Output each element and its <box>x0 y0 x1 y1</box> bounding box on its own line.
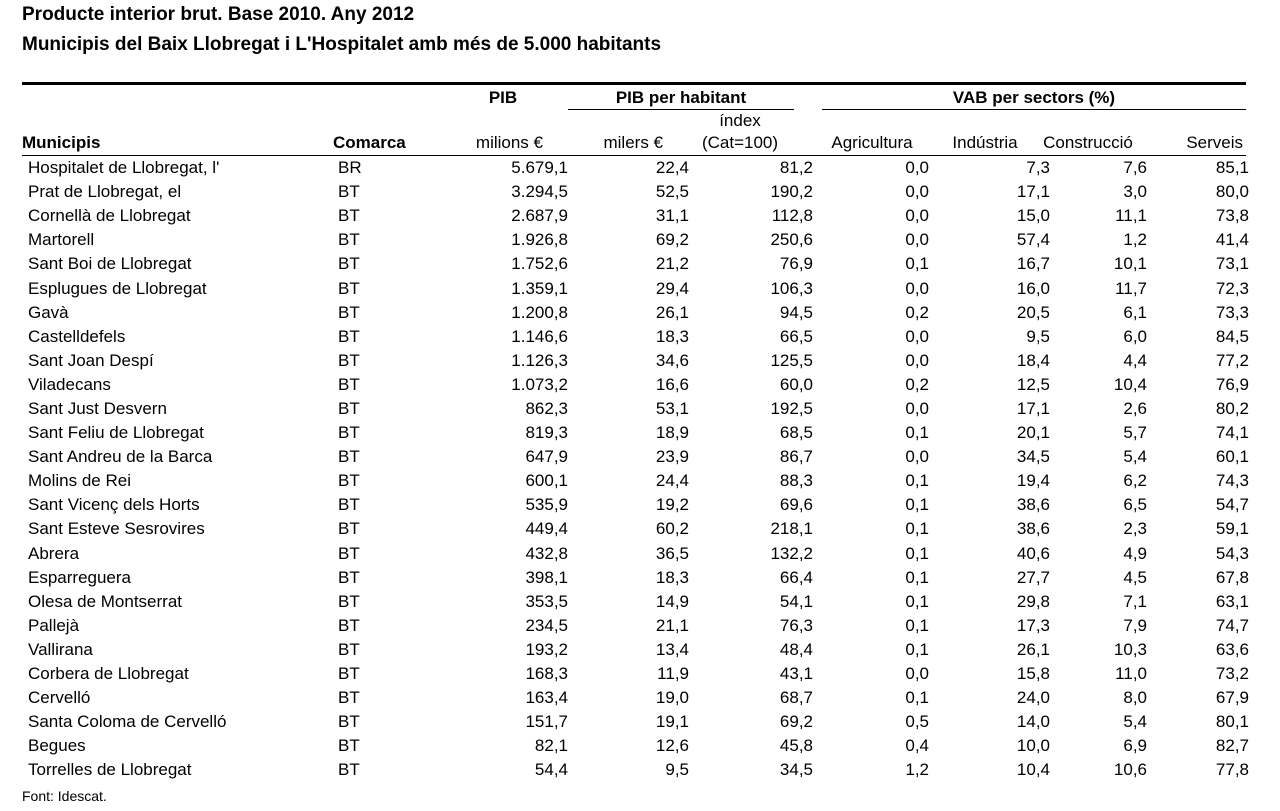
cell-pib: 819,3 <box>525 423 568 443</box>
cell-construccio: 10,6 <box>1113 760 1147 780</box>
cell-index: 54,1 <box>779 591 813 611</box>
cell-comarca: BT <box>338 254 360 274</box>
cell-index: 68,5 <box>779 423 813 443</box>
cell-comarca: BR <box>338 158 362 178</box>
cell-index: 192,5 <box>770 398 813 418</box>
cell-agricultura: 0,2 <box>905 302 929 322</box>
cell-pib: 1.146,6 <box>511 326 568 346</box>
cell-agricultura: 0,0 <box>905 278 929 298</box>
cell-comarca: BT <box>338 206 360 226</box>
cell-pib: 600,1 <box>525 471 568 491</box>
cell-agricultura: 0,1 <box>905 471 929 491</box>
cell-comarca: BT <box>338 639 360 659</box>
cell-index: 86,7 <box>779 447 813 467</box>
cell-pib-habitant: 11,9 <box>657 664 689 684</box>
cell-pib: 234,5 <box>525 615 568 635</box>
cell-municipi: Viladecans <box>28 374 111 394</box>
cell-agricultura: 0,1 <box>905 688 929 708</box>
cell-construccio: 11,0 <box>1115 664 1147 684</box>
cell-industria: 10,0 <box>1016 736 1050 756</box>
table-row <box>22 373 1249 397</box>
cell-comarca: BT <box>338 495 360 515</box>
cell-agricultura: 0,4 <box>905 736 929 756</box>
cell-construccio: 7,1 <box>1123 591 1147 611</box>
table-row <box>22 493 1249 517</box>
cell-construccio: 6,2 <box>1123 471 1147 491</box>
cell-industria: 29,8 <box>1016 591 1050 611</box>
cell-industria: 19,4 <box>1016 471 1050 491</box>
cell-industria: 16,0 <box>1016 278 1050 298</box>
cell-pib-habitant: 19,1 <box>655 712 689 732</box>
table-row <box>22 566 1249 590</box>
cell-industria: 26,1 <box>1016 639 1050 659</box>
cell-serveis: 67,8 <box>1215 567 1249 587</box>
cell-construccio: 10,1 <box>1113 254 1147 274</box>
table-row <box>22 325 1249 349</box>
cell-construccio: 5,7 <box>1123 423 1147 443</box>
cell-construccio: 6,9 <box>1123 736 1147 756</box>
vab-underline <box>822 109 1246 110</box>
table-row <box>22 421 1249 445</box>
cell-comarca: BT <box>338 230 360 250</box>
cell-index: 250,6 <box>770 230 813 250</box>
cell-agricultura: 0,0 <box>905 230 929 250</box>
table-row <box>22 614 1249 638</box>
cell-pib-habitant: 23,9 <box>655 447 689 467</box>
cell-index: 69,6 <box>779 495 813 515</box>
cell-pib: 647,9 <box>525 447 568 467</box>
table-row <box>22 710 1249 734</box>
cell-pib-habitant: 60,2 <box>655 519 689 539</box>
header-pib-unit: milions € <box>475 133 543 152</box>
cell-serveis: 74,3 <box>1215 471 1249 491</box>
cell-pib-habitant: 12,6 <box>655 736 689 756</box>
cell-serveis: 77,2 <box>1215 350 1249 370</box>
cell-serveis: 67,9 <box>1215 688 1249 708</box>
table-row <box>22 445 1249 469</box>
cell-agricultura: 1,2 <box>905 760 929 780</box>
cell-index: 106,3 <box>770 278 813 298</box>
cell-pib: 163,4 <box>525 688 568 708</box>
cell-municipi: Esplugues de Llobregat <box>28 278 207 298</box>
cell-agricultura: 0,1 <box>905 567 929 587</box>
cell-pib: 1.126,3 <box>511 350 568 370</box>
cell-pib: 353,5 <box>525 591 568 611</box>
cell-comarca: BT <box>338 182 360 202</box>
header-vab-group: VAB per sectors (%) <box>952 88 1116 107</box>
cell-index: 45,8 <box>779 736 813 756</box>
header-pib-group: PIB <box>488 88 518 107</box>
cell-pib-habitant: 13,4 <box>655 639 689 659</box>
cell-municipi: Corbera de Llobregat <box>28 664 189 684</box>
cell-pib: 1.073,2 <box>511 374 568 394</box>
table-row <box>22 276 1249 300</box>
cell-pib: 398,1 <box>525 567 568 587</box>
cell-construccio: 4,4 <box>1123 350 1147 370</box>
cell-index: 88,3 <box>779 471 813 491</box>
cell-serveis: 72,3 <box>1215 278 1249 298</box>
cell-comarca: BT <box>338 302 360 322</box>
table-row <box>22 349 1249 373</box>
cell-industria: 17,3 <box>1016 615 1050 635</box>
cell-pib: 193,2 <box>525 639 568 659</box>
cell-pib-habitant: 21,1 <box>655 615 689 635</box>
cell-industria: 16,7 <box>1016 254 1050 274</box>
cell-pib: 535,9 <box>525 495 568 515</box>
cell-municipi: Sant Boi de Llobregat <box>28 254 192 274</box>
cell-construccio: 4,5 <box>1123 567 1147 587</box>
table-body <box>22 156 1249 782</box>
cell-index: 81,2 <box>779 158 813 178</box>
cell-comarca: BT <box>338 567 360 587</box>
cell-construccio: 5,4 <box>1123 447 1147 467</box>
cell-agricultura: 0,0 <box>905 664 929 684</box>
header-index-line1: índex <box>719 111 761 130</box>
cell-comarca: BT <box>338 350 360 370</box>
cell-pib: 1.926,8 <box>511 230 568 250</box>
cell-pib: 151,7 <box>525 712 568 732</box>
table-row <box>22 252 1249 276</box>
table-row <box>22 180 1249 204</box>
cell-industria: 38,6 <box>1016 519 1050 539</box>
cell-pib: 862,3 <box>525 398 568 418</box>
cell-pib-habitant: 53,1 <box>655 398 689 418</box>
cell-serveis: 84,5 <box>1215 326 1249 346</box>
cell-serveis: 80,2 <box>1215 398 1249 418</box>
cell-construccio: 6,5 <box>1123 495 1147 515</box>
cell-pib-habitant: 18,3 <box>655 567 689 587</box>
cell-comarca: BT <box>338 398 360 418</box>
cell-serveis: 63,1 <box>1215 591 1249 611</box>
table-row <box>22 517 1249 541</box>
table-row <box>22 469 1249 493</box>
cell-municipi: Hospitalet de Llobregat, l' <box>28 158 220 178</box>
cell-municipi: Sant Joan Despí <box>28 350 154 370</box>
cell-construccio: 4,9 <box>1123 543 1147 563</box>
cell-construccio: 5,4 <box>1123 712 1147 732</box>
cell-agricultura: 0,0 <box>905 326 929 346</box>
cell-municipi: Prat de Llobregat, el <box>28 182 182 202</box>
cell-agricultura: 0,1 <box>905 519 929 539</box>
cell-pib: 1.359,1 <box>511 278 568 298</box>
header-agricultura: Agricultura <box>831 133 913 152</box>
cell-municipi: Pallejà <box>28 615 80 635</box>
cell-comarca: BT <box>338 591 360 611</box>
cell-serveis: 77,8 <box>1215 760 1249 780</box>
cell-serveis: 73,1 <box>1215 254 1249 274</box>
cell-municipi: Torrelles de Llobregat <box>28 760 192 780</box>
cell-municipi: Esparreguera <box>28 567 132 587</box>
cell-pib: 3.294,5 <box>511 182 568 202</box>
cell-construccio: 7,6 <box>1123 158 1147 178</box>
cell-serveis: 60,1 <box>1215 447 1249 467</box>
cell-municipi: Abrera <box>28 543 80 563</box>
pib-habitant-underline <box>568 109 794 110</box>
cell-serveis: 59,1 <box>1215 519 1249 539</box>
cell-comarca: BT <box>338 615 360 635</box>
cell-municipi: Sant Feliu de Llobregat <box>28 423 204 443</box>
table-row <box>22 638 1249 662</box>
top-rule <box>22 82 1246 85</box>
header-industria: Indústria <box>952 133 1018 152</box>
cell-construccio: 10,3 <box>1113 639 1147 659</box>
cell-index: 94,5 <box>779 302 813 322</box>
cell-index: 66,5 <box>779 326 813 346</box>
page-subtitle: Municipis del Baix Llobregat i L'Hospitalet amb més de 5.000 habitants <box>22 34 662 55</box>
cell-industria: 40,6 <box>1016 543 1050 563</box>
cell-industria: 57,4 <box>1016 230 1050 250</box>
table-row <box>22 228 1249 252</box>
cell-industria: 38,6 <box>1016 495 1050 515</box>
cell-construccio: 6,0 <box>1123 326 1147 346</box>
cell-industria: 14,0 <box>1016 712 1050 732</box>
header-pib-habitant-unit: milers € <box>603 133 663 152</box>
cell-industria: 20,5 <box>1016 302 1050 322</box>
cell-agricultura: 0,0 <box>905 398 929 418</box>
cell-agricultura: 0,0 <box>905 182 929 202</box>
table-row <box>22 542 1249 566</box>
page-title: Producte interior brut. Base 2010. Any 2012 <box>22 4 415 25</box>
cell-municipi: Castelldefels <box>28 326 126 346</box>
cell-comarca: BT <box>338 326 360 346</box>
table-row <box>22 301 1249 325</box>
cell-index: 125,5 <box>770 350 813 370</box>
cell-serveis: 73,2 <box>1215 664 1249 684</box>
cell-index: 190,2 <box>770 182 813 202</box>
cell-municipi: Cervelló <box>28 688 91 708</box>
cell-pib: 2.687,9 <box>511 206 568 226</box>
cell-industria: 24,0 <box>1016 688 1050 708</box>
cell-agricultura: 0,1 <box>905 543 929 563</box>
cell-construccio: 7,9 <box>1123 615 1147 635</box>
cell-municipi: Sant Vicenç dels Horts <box>28 495 200 515</box>
cell-index: 34,5 <box>779 760 813 780</box>
cell-agricultura: 0,0 <box>905 350 929 370</box>
cell-index: 43,1 <box>779 664 813 684</box>
cell-serveis: 63,6 <box>1215 639 1249 659</box>
cell-pib: 1.200,8 <box>511 302 568 322</box>
table-row <box>22 662 1249 686</box>
cell-pib-habitant: 52,5 <box>655 182 689 202</box>
cell-comarca: BT <box>338 447 360 467</box>
cell-agricultura: 0,0 <box>905 158 929 178</box>
cell-serveis: 80,1 <box>1215 712 1249 732</box>
cell-comarca: BT <box>338 278 360 298</box>
cell-agricultura: 0,1 <box>905 423 929 443</box>
cell-index: 132,2 <box>770 543 813 563</box>
cell-serveis: 80,0 <box>1215 182 1249 202</box>
cell-index: 60,0 <box>779 374 813 394</box>
cell-pib-habitant: 16,6 <box>655 374 689 394</box>
table-row <box>22 734 1249 758</box>
table-row <box>22 686 1249 710</box>
cell-municipi: Martorell <box>28 230 95 250</box>
cell-construccio: 8,0 <box>1123 688 1147 708</box>
cell-pib-habitant: 19,2 <box>655 495 689 515</box>
cell-comarca: BT <box>338 712 360 732</box>
cell-serveis: 73,8 <box>1215 206 1249 226</box>
cell-serveis: 74,7 <box>1215 615 1249 635</box>
cell-agricultura: 0,1 <box>905 495 929 515</box>
cell-industria: 10,4 <box>1016 760 1050 780</box>
cell-serveis: 74,1 <box>1215 423 1249 443</box>
cell-industria: 12,5 <box>1016 374 1050 394</box>
cell-comarca: BT <box>338 543 360 563</box>
cell-industria: 20,1 <box>1016 423 1050 443</box>
cell-index: 69,2 <box>779 712 813 732</box>
cell-comarca: BT <box>338 471 360 491</box>
cell-serveis: 76,9 <box>1215 374 1249 394</box>
cell-municipi: Sant Esteve Sesrovires <box>28 519 205 539</box>
cell-comarca: BT <box>338 374 360 394</box>
cell-pib: 168,3 <box>525 664 568 684</box>
cell-serveis: 54,7 <box>1215 495 1249 515</box>
cell-municipi: Molins de Rei <box>28 471 131 491</box>
table-row <box>22 156 1249 180</box>
table-row <box>22 590 1249 614</box>
cell-construccio: 1,2 <box>1123 230 1147 250</box>
cell-municipi: Vallirana <box>28 639 93 659</box>
source-footer: Font: Idescat. <box>22 788 107 804</box>
cell-pib-habitant: 29,4 <box>655 278 689 298</box>
table-row <box>22 397 1249 421</box>
cell-industria: 15,8 <box>1016 664 1050 684</box>
cell-pib-habitant: 69,2 <box>655 230 689 250</box>
header-comarca: Comarca <box>333 133 406 152</box>
cell-municipi: Santa Coloma de Cervelló <box>28 712 227 732</box>
cell-comarca: BT <box>338 423 360 443</box>
cell-pib: 5.679,1 <box>511 158 568 178</box>
cell-pib: 1.752,6 <box>511 254 568 274</box>
cell-pib-habitant: 26,1 <box>655 302 689 322</box>
header-construccio: Construcció <box>1043 133 1133 152</box>
cell-municipi: Gavà <box>28 302 69 322</box>
cell-index: 218,1 <box>770 519 813 539</box>
cell-comarca: BT <box>338 519 360 539</box>
cell-index: 112,8 <box>771 206 813 226</box>
cell-comarca: BT <box>338 736 360 756</box>
cell-industria: 34,5 <box>1016 447 1050 467</box>
cell-municipi: Sant Just Desvern <box>28 398 167 418</box>
cell-pib: 54,4 <box>534 760 568 780</box>
cell-agricultura: 0,1 <box>905 254 929 274</box>
cell-comarca: BT <box>338 664 360 684</box>
cell-index: 48,4 <box>779 639 813 659</box>
cell-pib-habitant: 34,6 <box>655 350 689 370</box>
cell-pib-habitant: 14,9 <box>655 591 689 611</box>
cell-agricultura: 0,1 <box>905 615 929 635</box>
cell-construccio: 2,6 <box>1123 398 1147 418</box>
cell-serveis: 82,7 <box>1215 736 1249 756</box>
cell-pib: 432,8 <box>525 543 568 563</box>
cell-index: 76,3 <box>779 615 813 635</box>
cell-agricultura: 0,2 <box>905 374 929 394</box>
cell-construccio: 11,1 <box>1115 206 1147 226</box>
cell-municipi: Sant Andreu de la Barca <box>28 447 213 467</box>
cell-industria: 17,1 <box>1016 182 1050 202</box>
cell-construccio: 11,7 <box>1115 278 1147 298</box>
header-serveis: Serveis <box>1186 133 1243 152</box>
cell-pib-habitant: 31,1 <box>655 206 689 226</box>
cell-pib: 449,4 <box>525 519 568 539</box>
cell-index: 76,9 <box>779 254 813 274</box>
cell-industria: 27,7 <box>1016 567 1050 587</box>
header-index-line2: (Cat=100) <box>701 133 779 152</box>
cell-comarca: BT <box>338 688 360 708</box>
cell-pib-habitant: 9,5 <box>665 760 689 780</box>
cell-comarca: BT <box>338 760 360 780</box>
cell-pib-habitant: 24,4 <box>655 471 689 491</box>
cell-agricultura: 0,5 <box>905 712 929 732</box>
cell-construccio: 6,1 <box>1123 302 1147 322</box>
cell-construccio: 10,4 <box>1113 374 1147 394</box>
cell-pib-habitant: 21,2 <box>655 254 689 274</box>
table-row <box>22 758 1249 782</box>
cell-municipi: Begues <box>28 736 86 756</box>
cell-index: 68,7 <box>779 688 813 708</box>
cell-municipi: Cornellà de Llobregat <box>28 206 191 226</box>
cell-pib-habitant: 18,9 <box>655 423 689 443</box>
cell-industria: 17,1 <box>1016 398 1050 418</box>
cell-serveis: 85,1 <box>1215 158 1249 178</box>
cell-pib-habitant: 18,3 <box>655 326 689 346</box>
header-municipis: Municipis <box>22 133 101 152</box>
header-pib-habitant-group: PIB per habitant <box>615 88 747 107</box>
cell-pib-habitant: 36,5 <box>655 543 689 563</box>
cell-industria: 15,0 <box>1016 206 1050 226</box>
cell-serveis: 41,4 <box>1215 230 1249 250</box>
cell-agricultura: 0,0 <box>905 206 929 226</box>
cell-pib-habitant: 22,4 <box>655 158 689 178</box>
cell-agricultura: 0,1 <box>905 639 929 659</box>
cell-pib-habitant: 19,0 <box>655 688 689 708</box>
cell-serveis: 54,3 <box>1215 543 1249 563</box>
cell-agricultura: 0,1 <box>905 591 929 611</box>
cell-municipi: Olesa de Montserrat <box>28 591 183 611</box>
cell-serveis: 73,3 <box>1215 302 1249 322</box>
cell-index: 66,4 <box>779 567 813 587</box>
cell-agricultura: 0,0 <box>905 447 929 467</box>
cell-pib: 82,1 <box>534 736 568 756</box>
cell-industria: 7,3 <box>1026 158 1050 178</box>
cell-construccio: 2,3 <box>1123 519 1147 539</box>
data-table <box>22 156 1249 782</box>
cell-industria: 9,5 <box>1026 326 1050 346</box>
cell-construccio: 3,0 <box>1123 182 1147 202</box>
table-row <box>22 204 1249 228</box>
cell-industria: 18,4 <box>1016 350 1050 370</box>
